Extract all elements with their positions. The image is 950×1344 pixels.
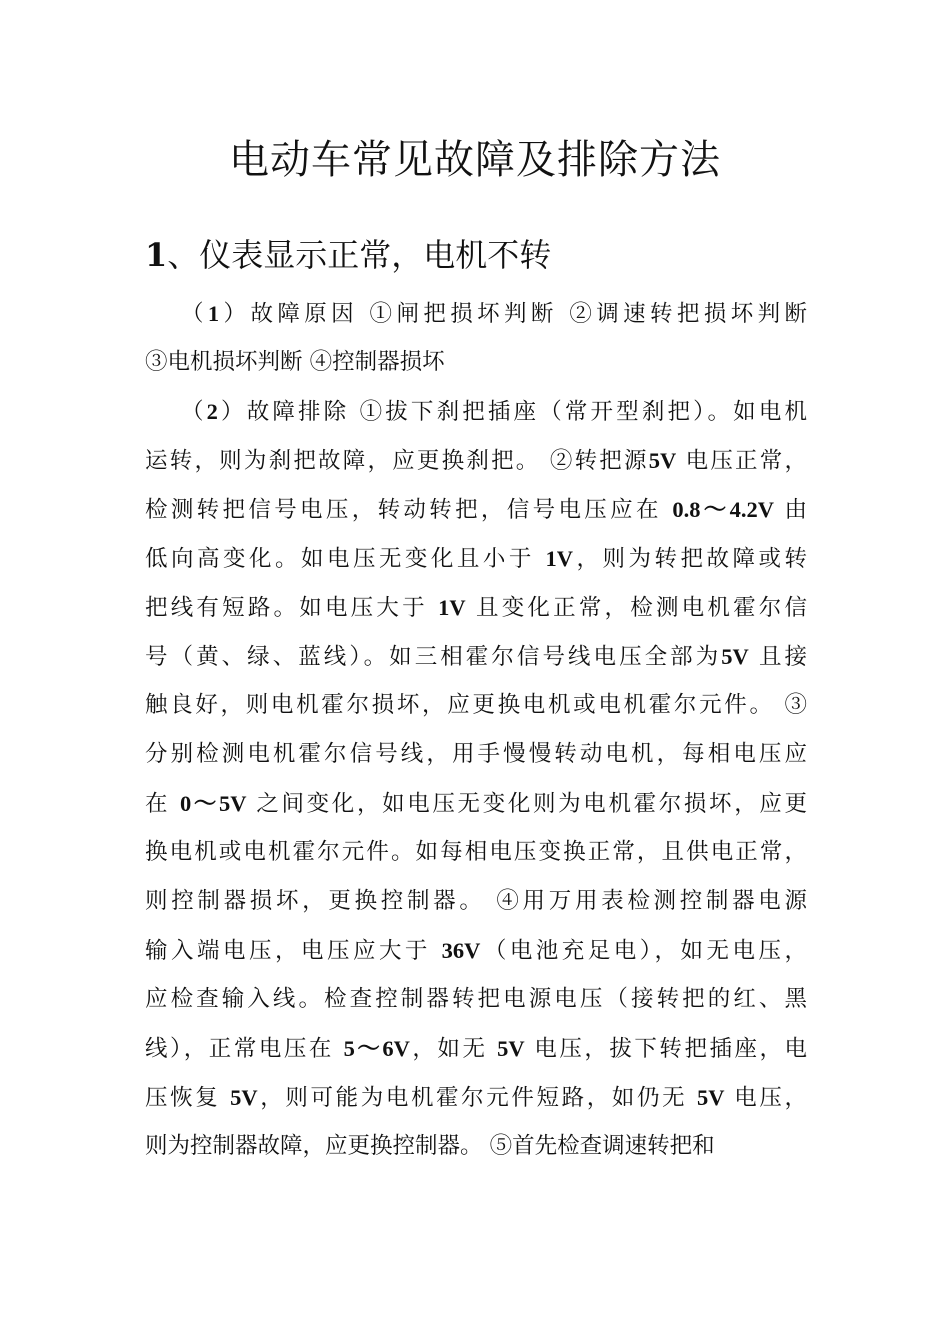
text-line: 检测转把信号电压，转动转把，信号电压应在 0.8～4.2V 由	[145, 497, 807, 523]
text-line: 应检查输入线。检查控制器转把电源电压（接转把的红、黑	[145, 986, 807, 1012]
text-line: 把线有短路。如电压大于 1V 且变化正常，检测电机霍尔信	[145, 595, 807, 621]
text-line: ③电机损坏判断 ④控制器损坏	[145, 349, 445, 375]
text-line: （2）故障排除 ①拔下刹把插座（常开型刹把）。如电机	[181, 399, 807, 425]
text-line: 则控制器损坏，更换控制器。 ④用万用表检测控制器电源	[145, 888, 807, 914]
text-line: 压恢复 5V，则可能为电机霍尔元件短路，如仍无 5V 电压，	[145, 1085, 807, 1111]
text-line: （1）故障原因 ①闸把损坏判断 ②调速转把损坏判断	[181, 301, 807, 327]
paragraph-fault-causes	[145, 289, 807, 387]
text-line: 输入端电压，电压应大于 36V（电池充足电），如无电压，	[145, 938, 807, 964]
section-number: 1	[145, 236, 168, 274]
section-heading-text: 、仪表显示正常，电机不转	[167, 236, 552, 274]
text-line: 换电机或电机霍尔元件。如每相电压变换正常，且供电正常，	[145, 839, 807, 865]
text-line: 线），正常电压在 5～6V，如无 5V 电压，拔下转把插座，电	[145, 1036, 807, 1062]
text-line: 分别检测电机霍尔信号线，用手慢慢转动电机，每相电压应	[145, 741, 807, 767]
document-title: 电动车常见故障及排除方法	[229, 137, 721, 183]
text-line: 触良好，则电机霍尔损坏，应更换电机或电机霍尔元件。 ③	[145, 692, 807, 718]
text-line: 运转，则为刹把故障，应更换刹把。 ②转把源5V 电压正常，	[145, 448, 807, 474]
section-heading	[145, 232, 845, 278]
paragraph-troubleshooting	[145, 387, 807, 1171]
text-line: 则为控制器故障，应更换控制器。 ⑤首先检查调速转把和	[145, 1133, 715, 1159]
text-line: 低向高变化。如电压无变化且小于 1V，则为转把故障或转	[145, 546, 807, 572]
text-line: 在 0～5V 之间变化，如电压无变化则为电机霍尔损坏，应更	[145, 791, 807, 817]
text-line: 号（黄、绿、蓝线）。如三相霍尔信号线电压全部为5V 且接	[145, 644, 807, 670]
